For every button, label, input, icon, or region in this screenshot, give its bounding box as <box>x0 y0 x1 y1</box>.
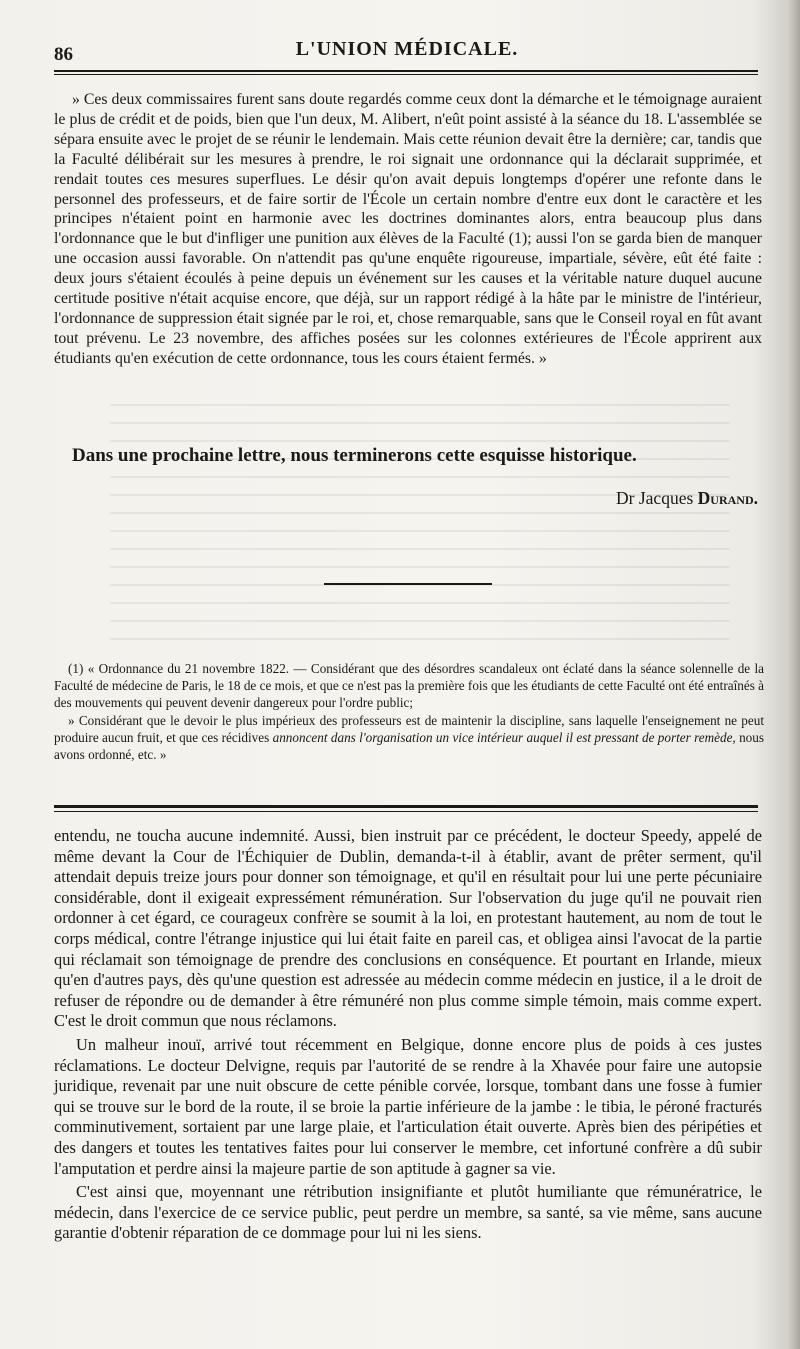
footnote-p2-italic: annoncent dans l'organisation un vice intérieur auquel il est pressant de porter remède, <box>272 729 736 745</box>
footnote-p2-start: » Considérant que le devoir le plus impérieux des professeurs est de maintenir la discipline, sans laquelle l'enseignement ne peut produire aucun fruit, et que ces récidives <box>54 712 764 745</box>
journal-title: L'UNION MÉDICALE. <box>295 38 519 60</box>
page-edge-shadow <box>786 0 800 1349</box>
bleed-through <box>110 390 730 640</box>
main-paragraph-2: Un malheur inouï, arrivé tout récemment en Belgique, donne encore plus de poids à ces justes réclamations. Le docteur Delvigne, requis par l'autorité de se rendre à la Xhavée pour faire une autopsie juridique, revenait par une nuit obscure de cette pénible corvée, lorsque, tombant dans une fosse à fumier qui se trouve sur le bord de la route, il se broie la partie inférieure de la jambe : le tibia, le péroné fracturés comminutivement, sortaient par une large plaie, et l'articulation était ouverte. Après bien des péripéties et des dangers et toutes les tentatives faites pour lui conserver le membre, cet infortuné confrère a dû subir l'amputation et perdre ainsi la majeure partie de son aptitude à gagner sa vie. <box>54 1034 762 1178</box>
footnote-paragraph-1: (1) « Ordonnance du 21 novembre 1822. — Considérant que des désordres scandaleux ont éclaté dans la séance solennelle de la Faculté de médecine de Paris, le 18 de ce mois, et que ce n'est pas la première fois que les étudiants de cette Faculté ont été entraînés à des mouvements qui peuvent devenir dangereux pour l'ordre public; <box>54 661 764 711</box>
signature <box>616 488 758 509</box>
main-text <box>54 826 762 1244</box>
closing-line: Dans une prochaine lettre, nous terminerons cette esquisse historique. <box>72 445 637 466</box>
footnote-paragraph-2 <box>54 712 764 764</box>
running-header <box>54 34 760 64</box>
section-rule-thick <box>54 805 758 808</box>
signature-surname: Durand. <box>697 488 758 508</box>
main-paragraph-1: entendu, ne toucha aucune indemnité. Aussi, bien instruit par ce précédent, le docteur Speedy, appelé de même devant la Cour de l'Échiquier de Dublin, demanda-t-il à établir, avant de prêter serment, qu'il attendait depuis treize jours pour donner son témoignage, et qu'il en résultait pour lui une perte pécuniaire considérable, dont il exigeait expressément rémunération. Sur l'observation du juge qu'il ne pouvait rien ordonner à cet égard, ce courageux confrère se soumit à la loi, en protestant hautement, au nom de tout le corps médical, contre l'étrange injustice qui lui était faite en pareil cas, et obligea ainsi l'avocat de la partie qui réclamait son témoignage de prendre des conclusions en conséquence. Et pourtant en Irlande, mieux qu'en d'autres pays, dès qu'une question est adressée au médecin comme médecin en justice, il a le droit de refuser de répondre ou de demander à être rémunéré non plus comme simple témoin, mais comme expert. C'est le droit commun que nous réclamons. <box>54 826 762 1031</box>
main-paragraph-3: C'est ainsi que, moyennant une rétribution insignifiante et plutôt humiliante que rémunératrice, le médecin, dans l'exercice de ce service public, peut perdre un membre, sa santé, sa vie même, sans aucune garantie d'obtenir réparation de ce dommage pour lui ni les siens. <box>54 1182 762 1243</box>
quote-paragraph: » Ces deux commissaires furent sans doute regardés comme ceux dont la démarche et le témoignage auraient le plus de crédit et de poids, bien que l'un deux, M. Alibert, n'eût point assisté à la séance du 18. L'assemblée se sépara ensuite avec le projet de se réunir le lendemain. Mais cette réunion devait être la dernière; car, tandis que la Faculté délibérait sur les mesures à prendre, le roi signait une ordonnance qui la déclarait supprimée, et rendait toutes ces mesures superflues. Le désir qu'on avait depuis longtemps d'opérer une refonte dans le personnel des professeurs, et de faire sortir de l'École un certain nombre d'entre eux dont le caractère et les principes n'étaient point en harmonie avec les doctrines dominantes alors, entra beaucoup plus dans l'ordonnance que le but d'infliger une punition aux élèves de la Faculté (1); aussi l'on se garda bien de manquer une occasion aussi favorable. On n'attendit pas qu'une enquête rigoureuse, impartiale, sévère, eût été faite : deux jours s'étaient écoulés à peine depuis un événement sur les causes et la véritable nature duquel aucune certitude positive n'était acquise encore, que déjà, sur un rapport rédigé à la hâte par le ministre de l'intérieur, l'ordonnance de suppression était signée par le roi, et, chose remarquable, sans que le Conseil royal en fût avant tout prévenu. Le 23 novembre, des affiches posées sur les colonnes extérieures de l'École apprirent aux étudiants qu'en exécution de cette ordonnance, tous les cours étaient fermés. » <box>54 91 762 367</box>
page-number: 86 <box>54 44 73 65</box>
header-rule-thin <box>54 74 758 75</box>
footnote <box>54 660 764 763</box>
section-divider <box>324 583 492 585</box>
footnote-p2-end: nous avons ordonné, etc. » <box>54 729 764 763</box>
signature-prefix: Dr Jacques <box>616 488 698 508</box>
quoted-passage <box>54 90 762 369</box>
section-rule-thin <box>54 811 758 812</box>
header-rule <box>54 70 758 72</box>
